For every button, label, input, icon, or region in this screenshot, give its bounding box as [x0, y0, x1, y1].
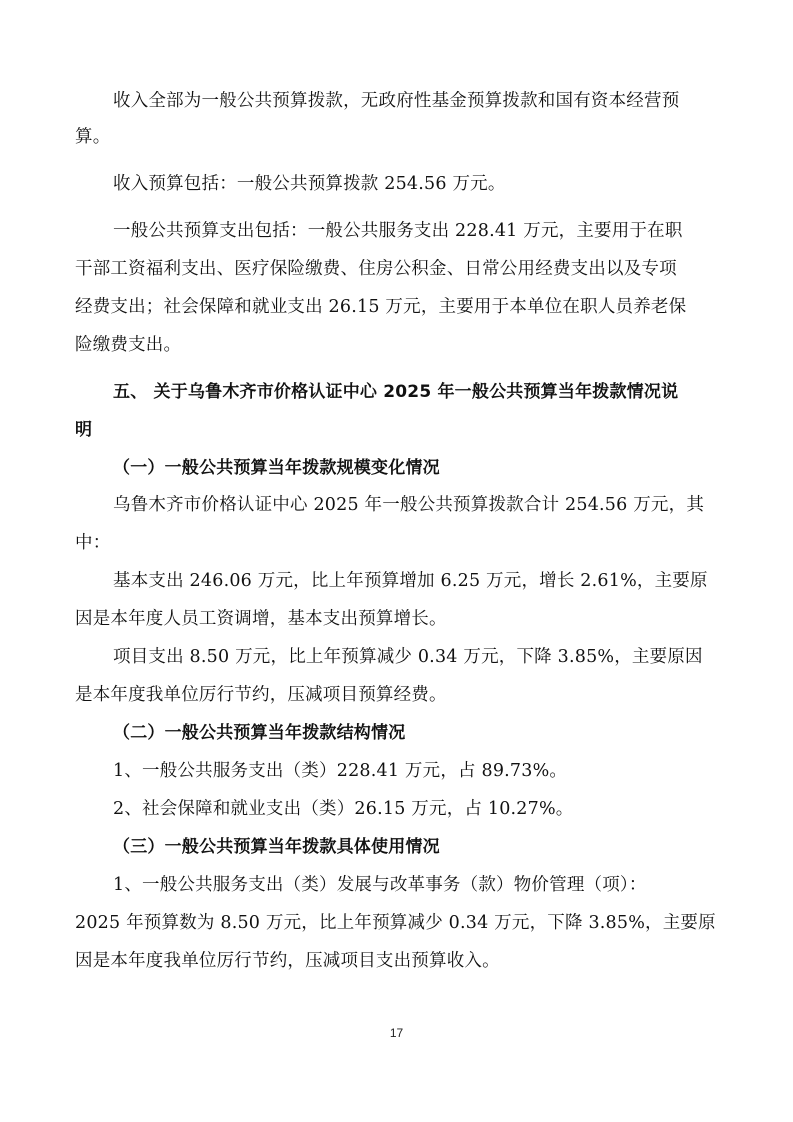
paragraph-line: 经费支出；社会保障和就业支出 26.15 万元，主要用于本单位在职人员养老保 — [75, 297, 687, 317]
paragraph-line: 收入预算包括：一般公共预算拨款 254.56 万元。 — [113, 174, 506, 194]
paragraph-line: 因是本年度我单位厉行节约，压减项目支出预算收入。 — [75, 951, 500, 971]
list-item: 2、社会保障和就业支出（类）26.15 万元，占 10.27%。 — [113, 799, 574, 819]
paragraph-line: 算。 — [75, 127, 111, 147]
section-heading: 明 — [75, 420, 93, 440]
list-item: 1、一般公共服务支出（类）发展与改革事务（款）物价管理（项）： — [113, 875, 647, 895]
paragraph-line: 险缴费支出。 — [75, 335, 182, 355]
paragraph-line: 是本年度我单位厉行节约，压减项目预算经费。 — [75, 685, 447, 705]
section-heading: 五、 关于乌鲁木齐市价格认证中心 2025 年一般公共预算当年拨款情况说 — [113, 382, 679, 402]
paragraph-line: 干部工资福利支出、医疗保险缴费、住房公积金、日常公用经费支出以及专项 — [75, 259, 677, 279]
page-number: 17 — [389, 1026, 404, 1040]
paragraph-line: 中： — [75, 533, 111, 553]
paragraph-line: 基本支出 246.06 万元，比上年预算增加 6.25 万元，增长 2.61%，主要原 — [113, 571, 708, 591]
subsection-heading: （三）一般公共预算当年拨款具体使用情况 — [113, 837, 440, 857]
paragraph-line: 2025 年预算数为 8.50 万元，比上年预算减少 0.34 万元，下降 3.85%，主要原 — [75, 913, 716, 933]
paragraph-line: 项目支出 8.50 万元，比上年预算减少 0.34 万元，下降 3.85%，主要原因 — [113, 647, 703, 667]
subsection-heading: （一）一般公共预算当年拨款规模变化情况 — [113, 458, 440, 478]
paragraph-line: 因是本年度人员工资调增，基本支出预算增长。 — [75, 609, 447, 629]
subsection-heading: （二）一般公共预算当年拨款结构情况 — [113, 723, 406, 743]
paragraph-line: 收入全部为一般公共预算拨款，无政府性基金预算拨款和国有资本经营预 — [113, 91, 680, 111]
paragraph-line: 乌鲁木齐市价格认证中心 2025 年一般公共预算拨款合计 254.56 万元，其 — [113, 495, 705, 515]
paragraph-line: 一般公共预算支出包括：一般公共服务支出 228.41 万元，主要用于在职 — [113, 221, 683, 241]
list-item: 1、一般公共服务支出（类）228.41 万元，占 89.73%。 — [113, 761, 568, 781]
